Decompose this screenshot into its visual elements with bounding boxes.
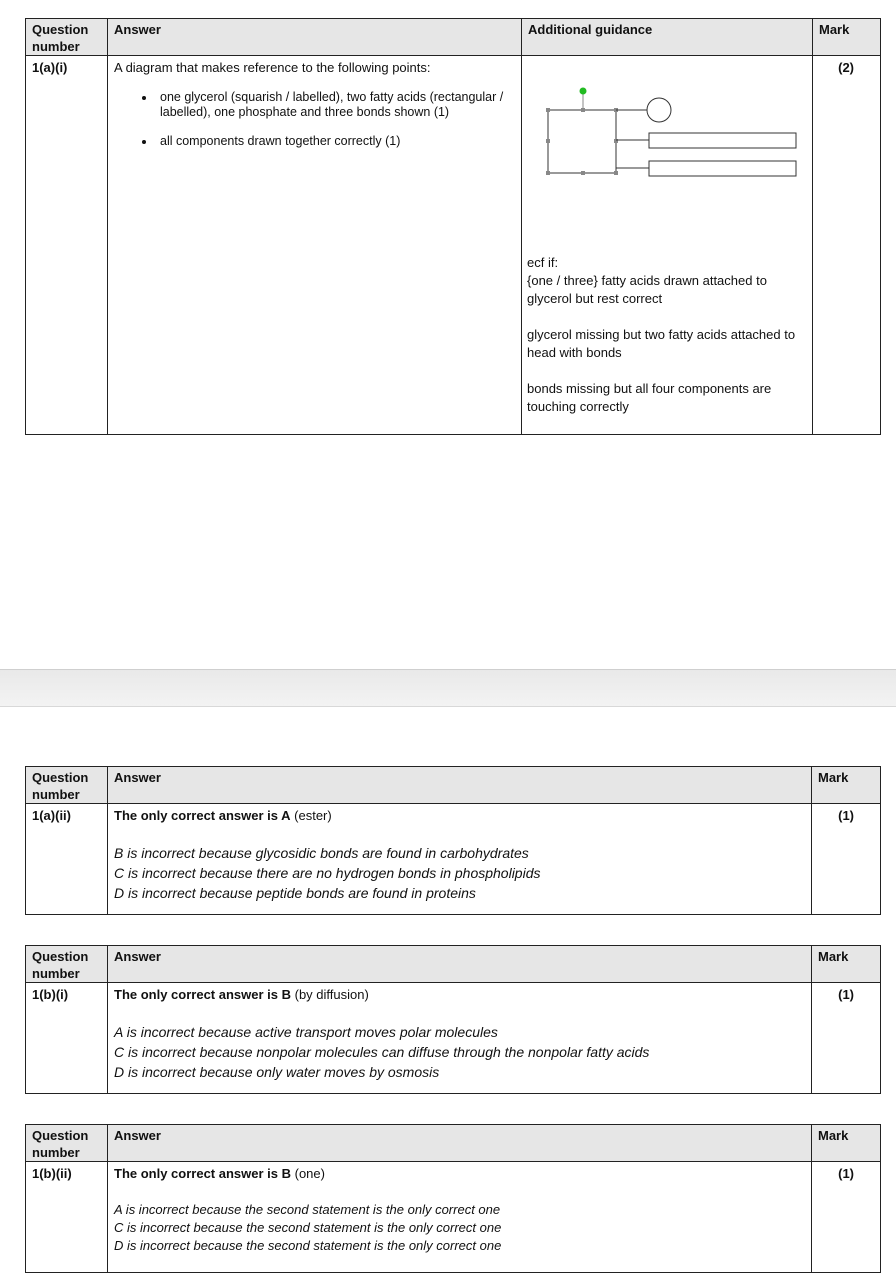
question-number: 1(b)(i): [26, 983, 108, 1094]
question-number-header: Question number: [26, 1125, 108, 1162]
question-number-header: Question number: [26, 946, 108, 983]
mark-value: (1): [812, 1162, 881, 1273]
mark-scheme-table-1b-ii: [25, 1124, 881, 1273]
rotate-handle[interactable]: [580, 88, 587, 95]
incorrect-reason: A is incorrect because the second statement is the only correct one: [114, 1202, 501, 1217]
page-break-band: [0, 669, 896, 707]
guidance-text: {one / three} fatty acids drawn attached to glycerol but rest correct: [527, 273, 767, 306]
correct-answer-detail: (ester): [290, 808, 332, 823]
mark-value: (1): [812, 983, 881, 1094]
resize-handle[interactable]: [546, 108, 550, 112]
answer-cell: [108, 804, 812, 915]
phosphate-circle: [647, 98, 671, 122]
fatty-acid-rectangle: [649, 133, 796, 148]
answer-cell: [108, 56, 522, 435]
mark-scheme-table-1a-i: [25, 18, 881, 435]
question-number-header: Question number: [26, 19, 108, 56]
answer-header: Answer: [108, 1125, 812, 1162]
mark-scheme-table-1b-i: [25, 945, 881, 1094]
incorrect-reason: C is incorrect because the second statement is the only correct one: [114, 1220, 502, 1235]
resize-handle[interactable]: [581, 108, 585, 112]
answer-point: • all components drawn together correctly (1): [156, 134, 521, 149]
answer-cell: [108, 983, 812, 1094]
question-number: 1(a)(i): [26, 56, 108, 435]
correct-answer: The only correct answer is B: [114, 1166, 292, 1181]
mark-value: (2): [813, 56, 881, 435]
incorrect-reason: C is incorrect because nonpolar molecules can diffuse through the nonpolar fatty acids: [114, 1044, 650, 1060]
guidance-text: bonds missing but all four components are touching correctly: [527, 381, 772, 414]
question-number: 1(b)(ii): [26, 1162, 108, 1273]
fatty-acid-rectangle: [649, 161, 796, 176]
incorrect-reason: C is incorrect because there are no hydrogen bonds in phospholipids: [114, 865, 541, 881]
answer-header: Answer: [108, 946, 812, 983]
correct-answer-detail: (by diffusion): [291, 987, 369, 1002]
answer-points: [114, 90, 521, 149]
resize-handle[interactable]: [546, 171, 550, 175]
incorrect-reason: D is incorrect because peptide bonds are found in proteins: [114, 885, 476, 901]
correct-answer: The only correct answer is A: [114, 808, 291, 823]
mark-header: Mark: [812, 1125, 881, 1162]
mark-scheme-table-1a-ii: [25, 766, 881, 915]
correct-answer: The only correct answer is B: [114, 987, 292, 1002]
incorrect-reason: D is incorrect because only water moves by osmosis: [114, 1064, 440, 1080]
answer-point: • one glycerol (squarish / labelled), two fatty acids (rectangular / labelled), one phosphate and three bonds shown (1): [156, 90, 521, 120]
glycerol-shape: [548, 110, 616, 173]
guidance-header: Additional guidance: [522, 19, 813, 56]
mark-header: Mark: [813, 19, 881, 56]
answer-header: Answer: [108, 767, 812, 804]
mark-header: Mark: [812, 767, 881, 804]
guidance-cell: [522, 56, 813, 435]
question-number: 1(a)(ii): [26, 804, 108, 915]
guidance-text: ecf if:: [527, 255, 559, 270]
mark-header: Mark: [812, 946, 881, 983]
answer-cell: [108, 1162, 812, 1273]
answer-intro: A diagram that makes reference to the following points:: [114, 60, 431, 75]
answer-header: Answer: [108, 19, 522, 56]
incorrect-reason: B is incorrect because glycosidic bonds are found in carbohydrates: [114, 845, 529, 861]
correct-answer-detail: (one): [291, 1166, 325, 1181]
mark-value: (1): [812, 804, 881, 915]
incorrect-reason: A is incorrect because active transport moves polar molecules: [114, 1024, 498, 1040]
phospholipid-diagram: [527, 60, 807, 210]
resize-handle[interactable]: [614, 171, 618, 175]
resize-handle[interactable]: [546, 139, 550, 143]
guidance-text: glycerol missing but two fatty acids attached to head with bonds: [527, 327, 796, 360]
incorrect-reason: D is incorrect because the second statement is the only correct one: [114, 1238, 502, 1253]
resize-handle[interactable]: [581, 171, 585, 175]
question-number-header: Question number: [26, 767, 108, 804]
